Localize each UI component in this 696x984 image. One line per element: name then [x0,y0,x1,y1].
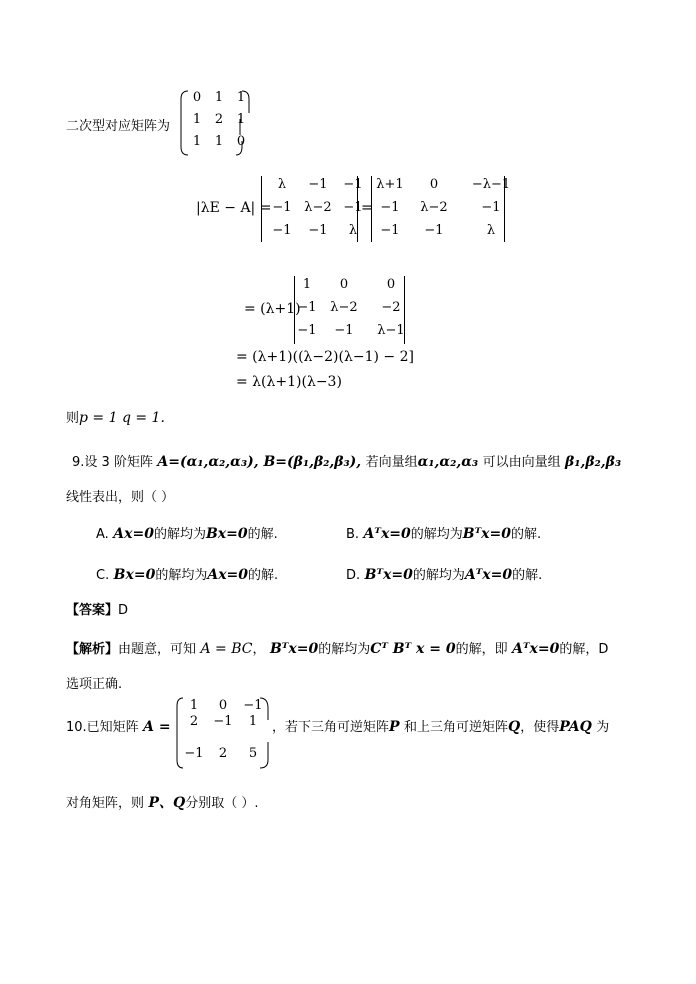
q10-matrix-cell: −1 [184,746,204,761]
q10-stem-line2 [66,792,258,812]
q9-option-c-letter: C. [96,568,110,583]
det3-cell: λ−2 [330,300,358,315]
det1-cell: −1 [272,223,292,238]
det1-cell: λ [277,177,287,192]
quadratic-form-cell: 0 [236,134,246,149]
q9-option-b-mid: 的解均为 [410,527,463,542]
q9-matrix-defs: A=(α₁,α₂,α₃), B=(β₁,β₂,β₃), [157,454,362,470]
q9-option-c-end: 的解. [248,568,279,583]
det1-matrix [266,177,368,238]
q9-stem-line1 [72,451,621,470]
q10-stem-start [66,716,171,735]
q10-matrix-cell: 0 [218,698,228,713]
q10-stem-line2-b: P、Q [148,795,186,811]
det1-left-bar [261,176,262,242]
q9-option-a-eq1: Ax=0 [113,526,154,542]
det-line4: = (λ+1)((λ−2)(λ−1) − 2] [236,349,414,365]
q10-A-label: A = [143,719,171,735]
q9-analysis-a: 由题意，可知 [118,642,197,657]
det2-cell: −λ−1 [471,177,511,192]
q10-stem-b: ，若下三角可逆矩阵 [272,720,390,735]
det2-cell: −1 [380,223,400,238]
quadratic-form-cell: 1 [192,112,202,127]
det1-cell: −1 [272,200,292,215]
quadratic-form-cell: 1 [236,90,246,105]
det3-cell: −1 [334,323,354,338]
q9-analysis-eq4: Aᵀx=0 [512,641,560,657]
q9-option-a-mid: 的解均为 [153,527,206,542]
det1-cell: λ [348,223,358,238]
conclusion-prefix: 则 [66,411,80,426]
q10-PAQ: PAQ [559,719,592,735]
q9-analysis-eq2: Bᵀx=0 [269,641,319,657]
q9-option-a [96,523,278,542]
q9-analysis-d: 的解，即 [455,642,508,657]
q9-analysis-b: ， [252,642,266,657]
q10-stem-rest [272,716,609,735]
q9-number: 9. [72,455,85,470]
det-line5: = λ(λ+1)(λ−3) [236,374,342,390]
q10-matrix-cell: 2 [218,746,228,761]
q10-matrix-cell: 1 [248,714,258,729]
q10-stem-a: .已知矩阵 [82,720,139,735]
det3-cell: 1 [302,277,312,292]
q9-stem-a: 设 3 阶矩阵 [84,455,153,470]
det3-cell: −1 [297,323,317,338]
det1-cell: −1 [308,177,328,192]
q9-analysis-line2: 选项正确. [66,677,123,692]
q10-matrix-cell [208,730,238,746]
q10-number: 10 [66,720,83,735]
q9-option-b-letter: B. [346,527,360,542]
det2-cell: λ+1 [376,177,404,192]
q9-stem-c: 可以由向量组 [482,455,561,470]
q9-option-b-end: 的解. [511,527,542,542]
q9-analysis-eq3: Cᵀ Bᵀ x = 0 [370,641,456,657]
q9-analysis-c: 的解均为 [318,642,371,657]
det1-cell: λ−2 [304,200,332,215]
q9-option-a-end: 的解. [247,527,278,542]
q9-option-d [346,564,542,583]
q10-stem-e: 为 [596,720,610,735]
q10-Q: Q [508,719,521,735]
q10-stem-line2-c: 分别取（ ）. [185,796,259,811]
quadratic-form-cell: 1 [214,134,224,149]
q10-matrix-cell: −1 [243,698,263,713]
det-factor-prefix: = (λ+1) [244,301,301,317]
det3-right-bar [404,276,405,344]
conclusion-values: p = 1 q = 1. [79,410,165,426]
q9-option-c [96,564,278,583]
q9-option-a-letter: A. [96,527,109,542]
q10-matrix-cell: 1 [189,698,199,713]
det3-cell: −2 [381,300,401,315]
det1-cell: −1 [343,177,363,192]
det1-right-bar [357,176,358,242]
det-lhs: |λE − A| = [196,200,272,216]
quadratic-form-cell: 1 [214,90,224,105]
q9-analysis-line1 [66,638,608,657]
conclusion-line [66,407,165,426]
q9-stem-b: 若向量组 [365,455,418,470]
q9-analysis-eq: A = BC [200,641,253,657]
det2-cell: λ−2 [420,200,448,215]
q9-option-b [346,523,541,542]
det2-cell: −1 [481,200,501,215]
q10-stem-c: 和上三角可逆矩阵 [404,720,509,735]
det3-left-bar [294,276,295,344]
q10-stem-d: ，使得 [520,720,560,735]
q10-stem-line2-a: 对角矩阵，则 [66,796,145,811]
q9-option-b-eq1: Aᵀx=0 [363,526,411,542]
q10-matrix [180,698,268,762]
quadratic-form-label: 二次型对应矩阵为 [66,119,171,134]
det2-cell: 0 [429,177,439,192]
det3-cell: 0 [339,277,349,292]
q9-alphas: α₁,α₂,α₃ [417,454,479,470]
q10-matrix-cell: 5 [248,746,258,761]
q10-matrix-cell [238,730,268,746]
q10-matrix-cell [180,730,208,746]
det2-cell: −1 [424,223,444,238]
det3-cell: 0 [386,277,396,292]
q9-betas: β₁,β₂,β₃ [565,454,622,470]
q9-option-b-eq2: Bᵀx=0 [462,526,511,542]
q9-option-d-letter: D. [346,568,361,583]
q9-option-d-mid: 的解均为 [412,568,465,583]
quadratic-form-cell: 0 [192,90,202,105]
det1-cell: −1 [343,200,363,215]
q10-matrix-cell: 2 [189,714,199,729]
q9-option-a-eq2: Bx=0 [205,526,248,542]
det3-matrix [296,277,412,338]
det2-cell: λ [486,223,496,238]
q10-matrix-cell: −1 [213,714,233,729]
q9-option-d-eq2: Aᵀx=0 [464,567,513,583]
q9-option-c-mid: 的解均为 [155,568,208,583]
q9-option-c-eq2: Ax=0 [207,567,249,583]
q9-option-c-eq1: Bx=0 [113,567,156,583]
quadratic-form-cell: 1 [236,112,246,127]
q9-answer-label: 【答案】 [66,603,119,618]
det-equals: = [361,200,373,216]
q9-option-d-eq1: Bᵀx=0 [364,567,413,583]
det2-matrix [372,177,522,238]
det3-cell: λ−1 [377,323,405,338]
q9-analysis-label: 【解析】 [66,642,119,657]
q9-answer [66,599,128,618]
quadratic-form-cell: 2 [214,112,224,127]
det3-cell: −1 [297,300,317,315]
quadratic-form-matrix [186,90,252,149]
det2-cell: −1 [380,200,400,215]
quadratic-form-cell: 1 [192,134,202,149]
q9-answer-value: D [118,603,129,618]
q9-option-d-end: 的解. [512,568,543,583]
det1-cell: −1 [308,223,328,238]
q9-analysis-e: 的解，D [559,642,609,657]
q9-stem-line2: 线性表出，则（ ） [66,490,175,505]
q10-P: P [389,719,400,735]
det2-right-bar [504,176,505,242]
